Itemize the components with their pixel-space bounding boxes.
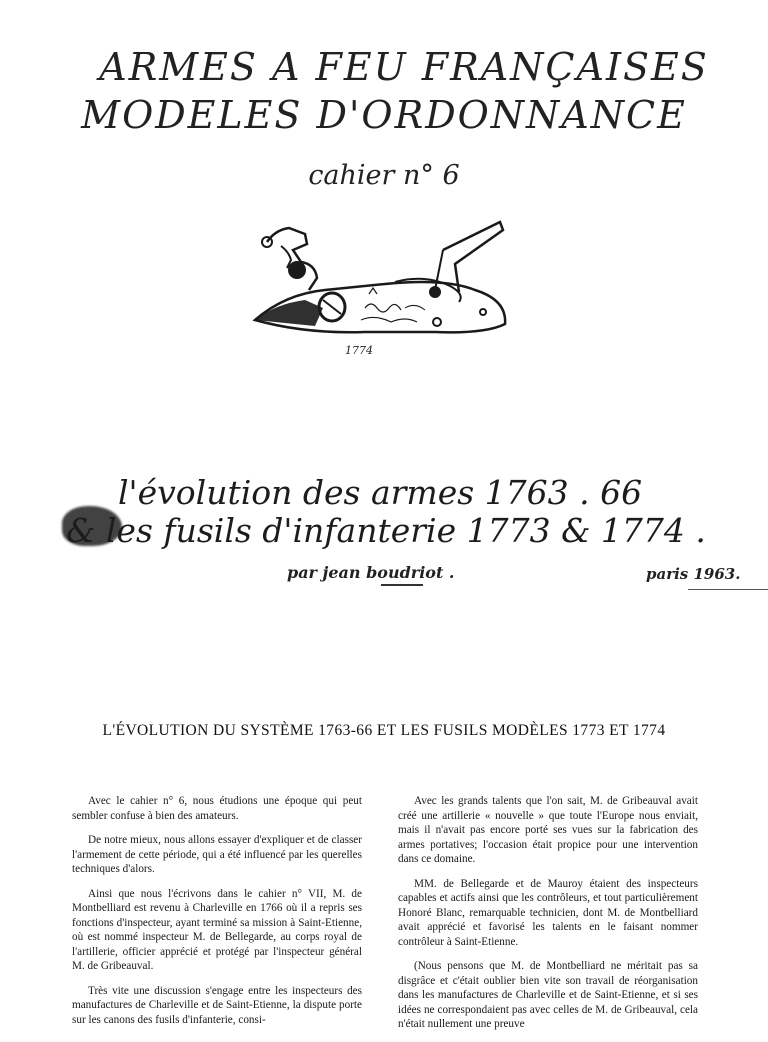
paragraph: Ainsi que nous l'écrivons dans le cahier n° VII, M. de Montbelliard est revenu à Charleville en 1766 où il a repris ses fonctions d'inspecteur, ayant terminé sa mission à Saint-Etienne, où est nommé inspecteur M. de Bellegarde, au corps royal de l'artillerie, officier apprécié et protégé par l'inspecteur général M. de Gribeauval.: [72, 887, 362, 972]
author-underline: [381, 584, 423, 586]
illustration-caption: 1774: [345, 344, 373, 357]
paragraph: (Nous pensons que M. de Montbelliard ne méritait pas sa disgrâce et c'était oublier bien vite son travail de réorganisation dans les manufactures de Charleville et de Saint-Etienne, et si ses idées ne correspondaient pas avec celles de M. de Gribeauval, cela n'était nullement une preuve: [398, 960, 698, 1030]
scan-rule: [688, 589, 768, 590]
subtitle-line-2: & les fusils d'infanterie 1773 & 1774 .: [66, 511, 706, 550]
paragraph: Très vite une discussion s'engage entre les inspecteurs des manufactures de Charleville et de Saint-Etienne, la dispute porte sur les canons des fusils d'infanterie, consi-: [72, 984, 362, 1026]
author-byline: par jean boudriot .: [287, 563, 455, 582]
main-title-line-2: MODELES D'ORDONNANCE: [81, 93, 687, 137]
issue-number: cahier n° 6: [308, 160, 460, 191]
main-title-line-1: ARMES A FEU FRANÇAISES: [99, 45, 709, 89]
paragraph: Avec les grands talents que l'on sait, M. de Gribeauval avait créé une artillerie « nouvelle » que toute l'Europe nous enviait, mais il n'avait pas encore porté ses vues sur la fabrication des armes portatives; l'occasion était propice pour une intervention dans ce domaine.: [398, 795, 698, 865]
paragraph: De notre mieux, nous allons essayer d'expliquer et de classer l'armement de cette période, qui a été influencé par les querelles techniques d'alors.: [72, 834, 362, 875]
right-column: [398, 794, 698, 1042]
flintlock-illustration: [245, 212, 515, 362]
left-column: [72, 794, 362, 1037]
paragraph: MM. de Bellegarde et de Mauroy étaient des inspecteurs capables et actifs ainsi que les contrôleurs, et tout particulièrement Honoré Blanc, remarquable technicien, dont M. de Montbelliard avait apprécié et favorisé les talents en le faisant nommer contrôleur à Saint-Etienne.: [398, 877, 698, 948]
place-year: paris 1963.: [646, 565, 741, 583]
paragraph: Avec le cahier n° 6, nous étudions une époque qui peut sembler confuse à bien des amateurs.: [72, 795, 362, 822]
section-heading: L'ÉVOLUTION DU SYSTÈME 1763-66 ET LES FUSILS MODÈLES 1773 ET 1774: [102, 722, 666, 739]
subtitle-line-1: l'évolution des armes 1763 . 66: [118, 473, 643, 512]
